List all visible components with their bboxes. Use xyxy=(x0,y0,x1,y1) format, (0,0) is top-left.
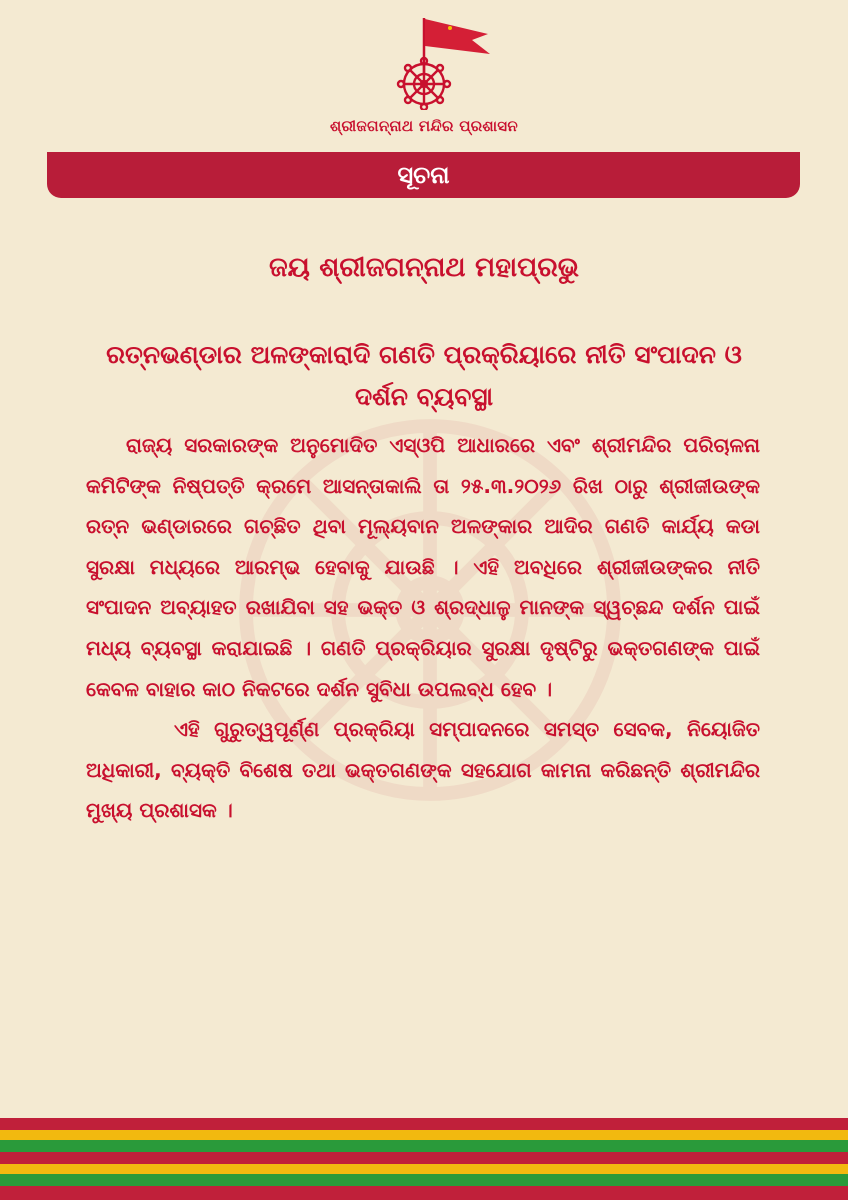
footer-stripe xyxy=(0,1140,848,1152)
footer-stripes xyxy=(0,1118,848,1200)
organization-name: ଶ୍ରୀଜଗନ୍ନାଥ ମନ୍ଦିର ପ୍ରଶାସନ xyxy=(329,117,519,135)
flag-and-chakra-icon xyxy=(384,14,496,110)
notice-title: ରତ୍ନଭଣ୍ଡାର ଅଳଙ୍କାରାଦି ଗଣତି ପ୍ରକ୍ରିୟାରେ ନୀତି ସଂପାଦନ ଓ ଦର୍ଶନ ବ୍ୟବସ୍ଥା xyxy=(106,340,742,411)
notice-body xyxy=(86,425,760,831)
notice-paragraph-2: ଏହି ଗୁରୁତ୍ୱପୂର୍ଣ୍ଣ ପ୍ରକ୍ରିୟା ସମ୍ପାଦନରେ ସମସ୍ତ ସେବକ, ନିୟୋଜିତ ଅଧିକାରୀ, ବ୍ୟକ୍ତି ବିଶେଷ ତଥା ଭକ୍ତଗଣଙ୍କ ସହଯୋଗ କାମନା କରିଛନ୍ତି ଶ୍ରୀମନ୍ଦିର ମୁଖ୍ୟ ପ୍ରଶାସକ । xyxy=(86,717,760,823)
footer-stripe xyxy=(0,1174,848,1186)
notice-banner xyxy=(47,152,800,198)
footer-stripe xyxy=(0,1130,848,1140)
footer-stripe xyxy=(0,1186,848,1200)
footer-stripe xyxy=(0,1118,848,1130)
banner-label: ସୂଚନା xyxy=(397,161,450,189)
footer-stripe xyxy=(0,1152,848,1164)
footer-stripe xyxy=(0,1164,848,1174)
header xyxy=(0,0,848,150)
notice-paragraph-1: ରାଜ୍ୟ ସରକାରଙ୍କ ଅନୁମୋଦିତ ଏସ୍‌ଓପି ଆଧାରରେ ଏବଂ ଶ୍ରୀମନ୍ଦିର ପରିଚାଳନା କମିଟିଙ୍କ ନିଷ୍ପତ୍ତି କ୍ରମେ ଆସନ୍ତାକାଲି ତା ୨୫.୩.୨୦୨୬ ରିଖ ଠାରୁ ଶ୍ରୀଜୀଉଙ୍କ ରତ୍ନ ଭଣ୍ଡାରରେ ଗଚ୍ଛିତ ଥିବା ମୂଲ୍ୟବାନ ଅଳଙ୍କାର ଆଦିର ଗଣତି କାର୍ଯ୍ୟ କଡା ସୁରକ୍ଷା ମଧ୍ୟରେ ଆରମ୍ଭ ହେବାକୁ ଯାଉଛି । ଏହି ଅବଧିରେ ଶ୍ରୀଜୀଉଙ୍କର ନୀତି ସଂପାଦନ ଅବ୍ୟାହତ ରଖାଯିବା ସହ ଭକ୍ତ ଓ ଶ୍ରଦ୍ଧାଳୁ ମାନଙ୍କ ସ୍ୱଚ୍ଛନ୍ଦ ଦର୍ଶନ ପାଇଁ ମଧ୍ୟ ବ୍ୟବସ୍ଥା କରାଯାଇଛି । ଗଣତି ପ୍ରକ୍ରିୟାର ସୁରକ୍ଷା ଦୃଷ୍ଟିରୁ ଭକ୍ତଗଣଙ୍କ ପାଇଁ କେବଳ ବାହାର କାଠ ନିକଟରେ ଦର୍ଶନ ସୁବିଧା ଉପଲବ୍ଧ ହେବ । xyxy=(86,433,760,701)
salutation-heading: ଜୟ ଶ୍ରୀଜଗନ୍ନାଥ ମହାପ୍ରଭୁ xyxy=(268,252,580,283)
